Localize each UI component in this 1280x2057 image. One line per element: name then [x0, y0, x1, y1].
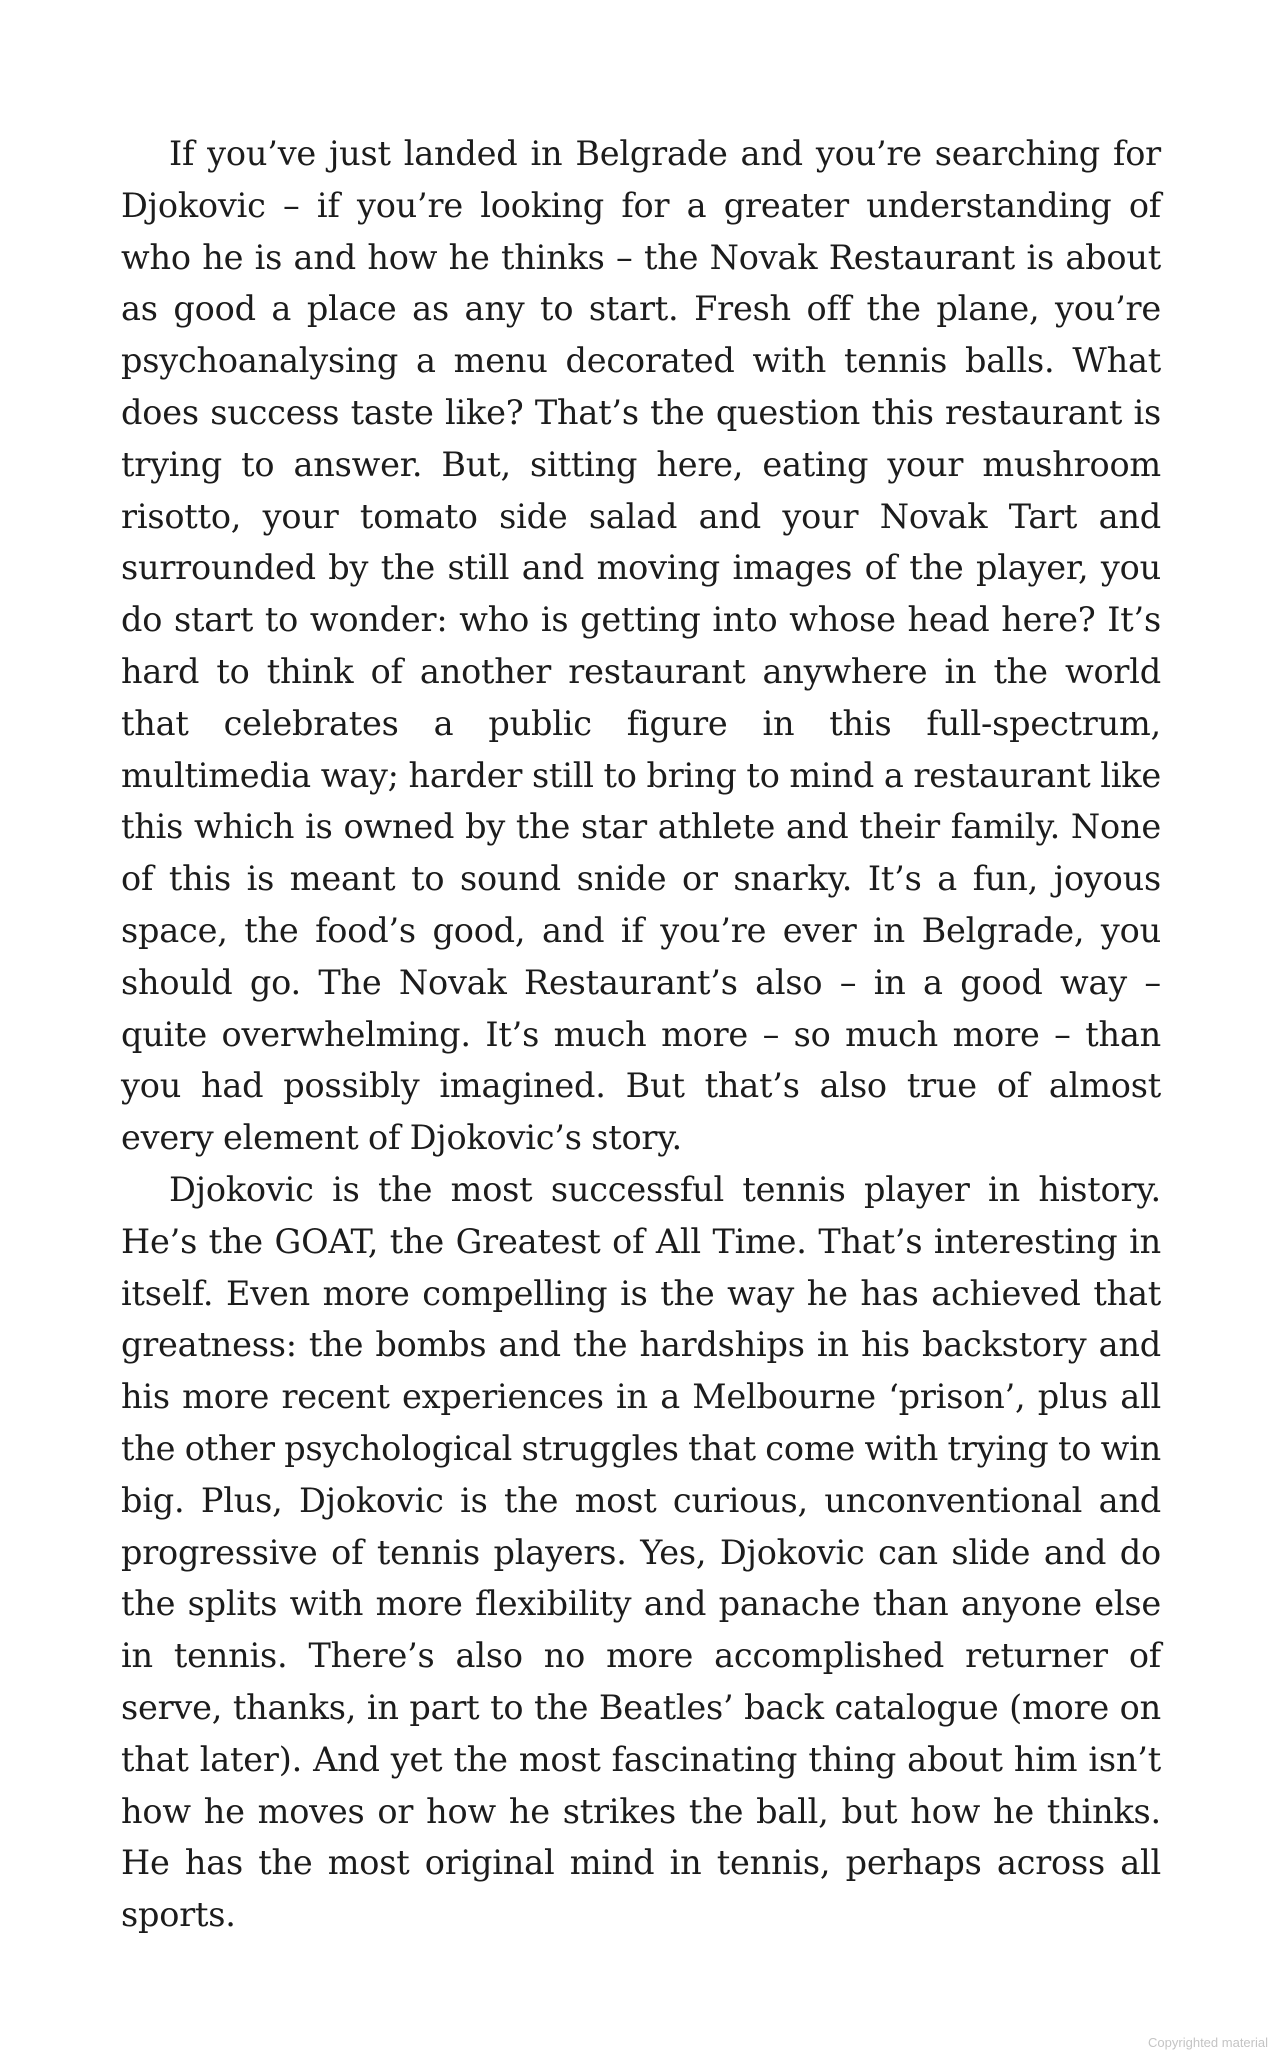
paragraph-1: If you’ve just landed in Belgrade and you’re searching for Djokovic – if you’re looking for a greater understanding of who he is and how he thinks – the Novak Restaurant is about as good a place as any to start. Fresh off the plane, you’re psychoanalysing a menu decorated with tennis balls. What does success taste like? That’s the question this restaurant is trying to answer. But, sitting here, eating your mushroom risotto, your tomato side salad and your Novak Tart and surrounded by the still and moving images of the player, you do start to wonder: who is getting into whose head here? It’s hard to think of another restaurant anywhere in the world that celebrates a public figure in this full-spectrum, multimedia way; harder still to bring to mind a restaurant like this which is owned by the star athlete and their family. None of this is meant to sound snide or snarky. It’s a fun, joyous space, the food’s good, and if you’re ever in Belgrade, you should go. The Novak Restaurant’s also – in a good way – quite overwhelming. It’s much more – so much more – than you had possibly imagined. But that’s also true of almost every element of Djokovic’s story. [121, 134, 1161, 1158]
copyright-watermark: Copyrighted material [1148, 2035, 1268, 2050]
page-body [121, 128, 1161, 1941]
paragraph-2: Djokovic is the most successful tennis player in history. He’s the GOAT, the Greatest of All Time. That’s interesting in itself. Even more compelling is the way he has achieved that greatness: the bombs and the hardships in his backstory and his more recent experiences in a Melbourne ‘prison’, plus all the other psychological struggles that come with trying to win big. Plus, Djokovic is the most curious, unconventional and progressive of tennis players. Yes, Djokovic can slide and do the splits with more flexibility and panache than anyone else in tennis. There’s also no more accomplished returner of serve, thanks, in part to the Beatles’ back catalogue (more on that later). And yet the most fascinating thing about him isn’t how he moves or how he strikes the ball, but how he thinks. He has the most original mind in tennis, perhaps across all sports. [121, 1169, 1161, 1935]
